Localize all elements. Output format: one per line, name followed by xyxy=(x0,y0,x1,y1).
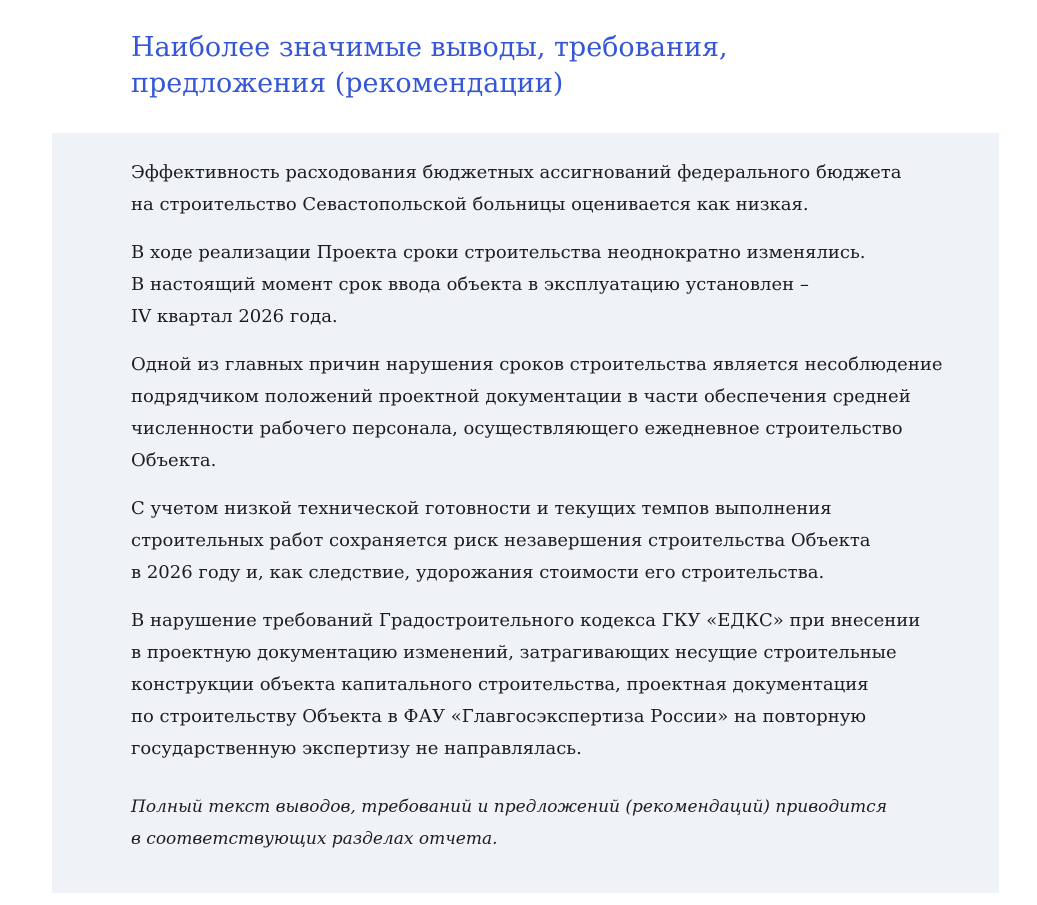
paragraph-line: на строительство Севастопольской больницы оценивается как низкая. xyxy=(131,194,809,215)
paragraph-line: В настоящий момент срок ввода объекта в эксплуатацию установлен – xyxy=(131,274,809,295)
paragraph-line: Эффективность расходования бюджетных ассигнований федерального бюджета xyxy=(131,162,902,183)
paragraph-line: В нарушение требований Градостроительного кодекса ГКУ «ЕДКС» при внесении xyxy=(131,610,921,631)
paragraph-line: IV квартал 2026 года. xyxy=(131,306,338,327)
finding-paragraph xyxy=(131,237,981,333)
paragraph-line: государственную экспертизу не направлялась. xyxy=(131,738,582,759)
paragraph-line: Одной из главных причин нарушения сроков строительства является несоблюдение xyxy=(131,354,943,375)
note-line: в соответствующих разделах отчета. xyxy=(131,829,498,849)
paragraph-line: в 2026 году и, как следствие, удорожания стоимости его строительства. xyxy=(131,562,825,583)
finding-paragraph xyxy=(131,157,981,221)
paragraph-line: по строительству Объекта в ФАУ «Главгосэкспертиза России» на повторную xyxy=(131,706,867,727)
paragraph-line: подрядчиком положений проектной документации в части обеспечения средней xyxy=(131,386,911,407)
finding-paragraph xyxy=(131,605,981,765)
findings-content xyxy=(131,157,981,855)
finding-paragraph xyxy=(131,493,981,589)
paragraph-line: в проектную документацию изменений, затрагивающих несущие строительные xyxy=(131,642,897,663)
paragraph-line: строительных работ сохраняется риск незавершения строительства Объекта xyxy=(131,530,871,551)
finding-paragraph xyxy=(131,349,981,477)
note-line: Полный текст выводов, требований и предложений (рекомендаций) приводится xyxy=(131,797,887,817)
full-text-note xyxy=(131,791,981,855)
paragraph-line: численности рабочего персонала, осуществляющего ежедневное строительство xyxy=(131,418,903,439)
paragraph-line: В ходе реализации Проекта сроки строительства неоднократно изменялись. xyxy=(131,242,866,263)
paragraph-line: конструкции объекта капитального строительства, проектная документация xyxy=(131,674,869,695)
heading-line: предложения (рекомендации) xyxy=(131,68,564,99)
paragraph-line: Объекта. xyxy=(131,450,217,471)
section-heading xyxy=(131,30,931,102)
paragraph-line: С учетом низкой технической готовности и текущих темпов выполнения xyxy=(131,498,832,519)
heading-line: Наиболее значимые выводы, требования, xyxy=(131,32,728,63)
